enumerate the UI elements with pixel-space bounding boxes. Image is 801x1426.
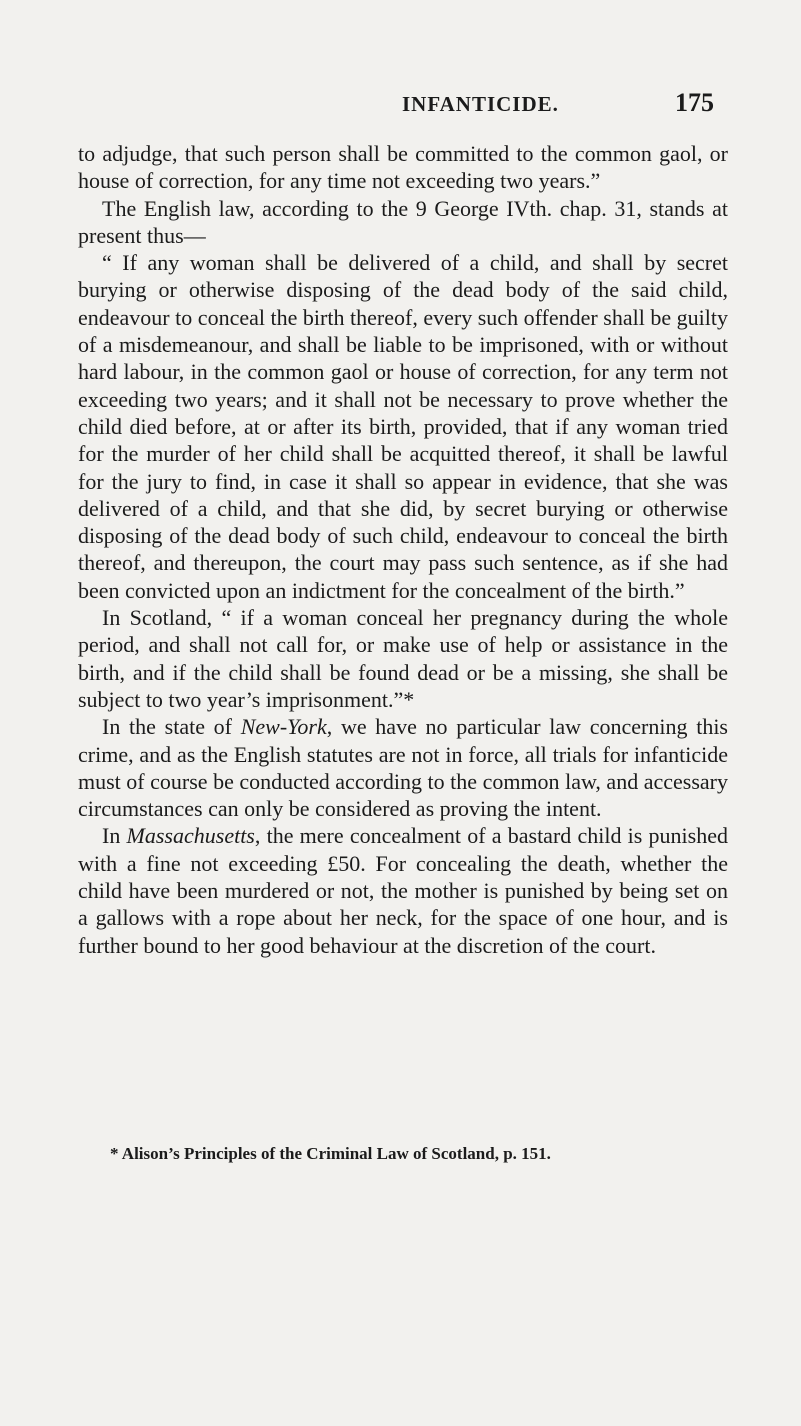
paragraph-statute-quote: “ If any woman shall be delivered of a child, and shall by secret burying or otherwise disposing of the dead body of the said child, endeavour to conceal the birth thereof, every such offender shall be guilty of a misdemeanour, and shall be liable to be imprisoned, with or without hard labour, in the common gaol or house of correction, for any term not exceeding two years; and it shall not be necessary to prove whether the child died before, at or after its birth, provided, that if any woman tried for the murder of her child shall be acquitted thereof, it shall be lawful for the jury to find, in case it shall so appear in evidence, that she was delivered of a child, and that she did, by secret burying or otherwise disposing of the dead body of such child, endeavour to conceal the birth thereof, and thereupon, the court may pass such sentence, as if she had been convicted upon an indictment for the concealment of the birth.” [78, 250, 728, 603]
paragraph-new-york [78, 713, 728, 822]
paragraph-scotland: In Scotland, “ if a woman conceal her pregnancy during the whole period, and shall not call for, or make use of help or assistance in the birth, and if the child shall be found dead or be a missing, she shall be subject to two year’s imprisonment.”* [78, 605, 728, 712]
running-head: INFANTICIDE. [402, 92, 559, 116]
paragraph-continuation: to adjudge, that such person shall be committed to the common gaol, or house of correction, for any time not exceeding two years.” [78, 141, 728, 194]
massachusetts-name: Massachusetts [126, 823, 255, 849]
new-york-text: , we have no particular law concerning this crime, and as the English statutes are not in force, all trials for infanticide must of course be conducted according to the common law, and accessary circumstances can only be considered as proving the intent. [78, 714, 728, 822]
page-header [60, 80, 740, 120]
massachusetts-text: , the mere concealment of a bastard child is punished with a fine not exceeding £50. For concealing the death, whether the child have been murdered or not, the mother is punished by being set on a gallows with a rope about her neck, for the space of one hour, and is further bound to her good behaviour at the discretion of the court. [78, 823, 728, 958]
paragraph-english-law: The English law, according to the 9 George IVth. chap. 31, stands at present thus— [78, 195, 728, 248]
page-number: 175 [675, 88, 714, 117]
footnote: * Alison’s Principles of the Criminal Law of Scotland, p. 151. [110, 1144, 551, 1163]
paragraph-massachusetts [78, 822, 728, 958]
body-text [78, 140, 728, 959]
new-york-name: New-York [240, 714, 327, 740]
new-york-prefix: In the state of [102, 714, 241, 740]
massachusetts-prefix: In [102, 823, 127, 849]
